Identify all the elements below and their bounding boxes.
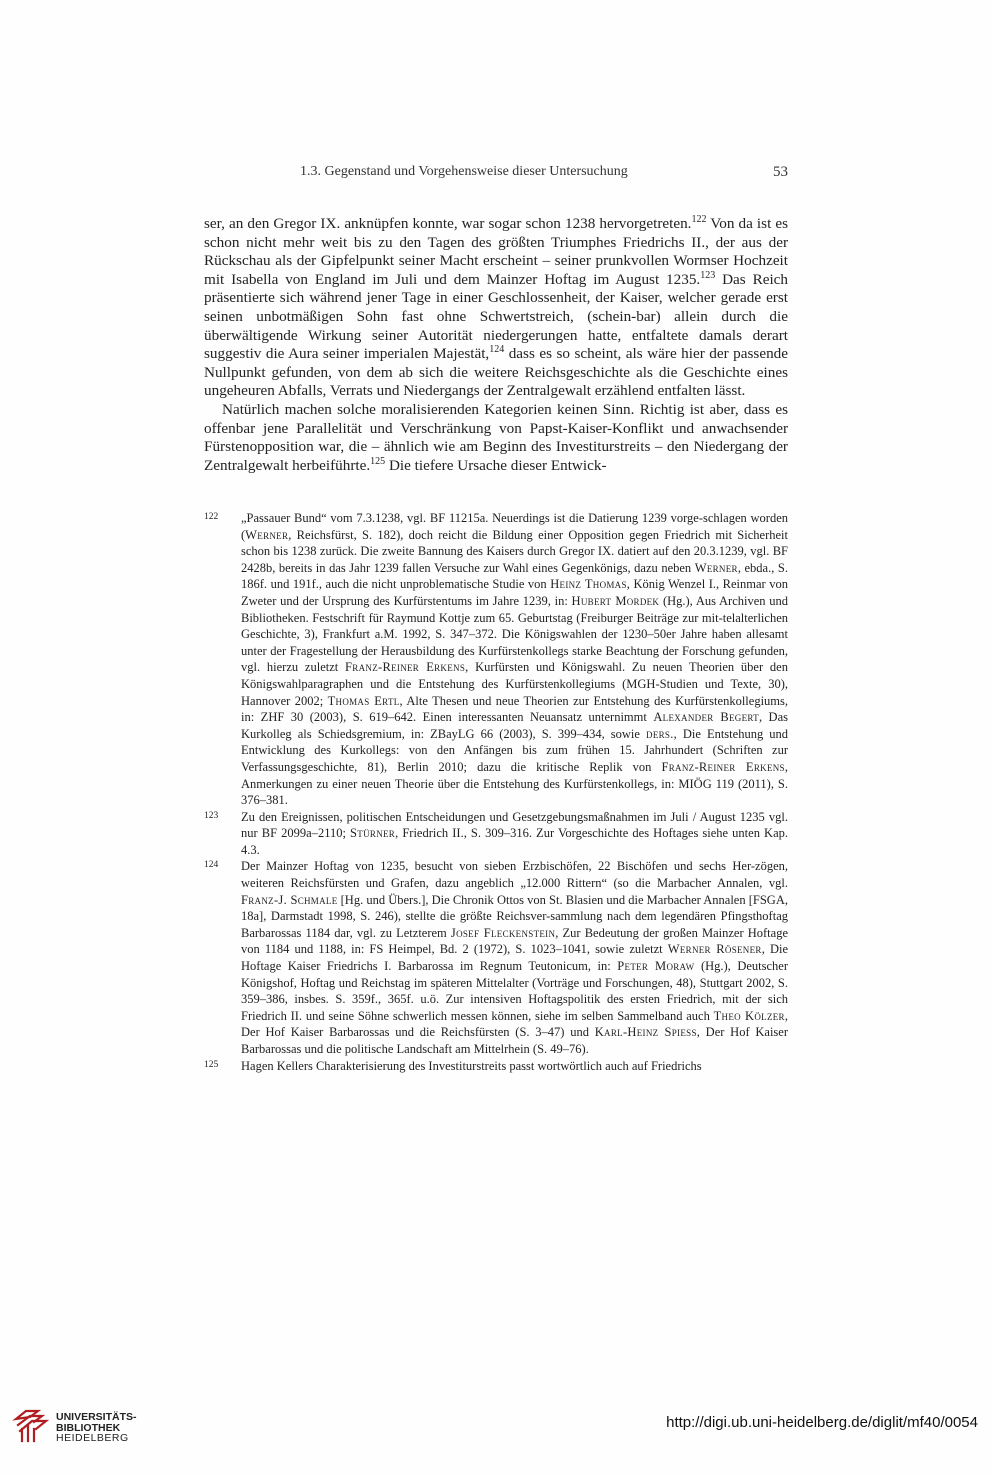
footnote-number: 123 [204, 810, 219, 821]
footnotes-section [204, 510, 788, 1074]
footnote-ref-125[interactable]: 125 [370, 455, 386, 467]
footnote-125: 125 Hagen Kellers Charakterisierung des Investiturstreits passt wortwörtlich auch auf Friedrichs [204, 1058, 702, 1073]
footnote-124: 124 Der Mainzer Hoftag von 1235, besucht von sieben Erzbischöfen, 22 Bischöfen und sechs Her-zögen, weiteren Reichsfürsten und Grafen, dazu angeblich „12.000 Rittern“ (so die Marbacher Annalen, vgl. Franz-J. Schmale [Hg. und Übers.], Die Chronik Ottos von St. Blasien und die Marbacher Annalen [FSGA, 18a], Darmstadt 1998, S. 246), stellte die größte Reichsver-sammlung nach dem legendären Pfingsthoftag Barbarossas 1184 dar, vgl. zu Letzterem Josef Fleckenstein, Zur Bedeutung der großen Mainzer Hoftage von 1184 und 1188, in: FS Heimpel, Bd. 2 (1972), S. 1023–1041, sowie zuletzt Werner Rösener, Die Hoftage Kaiser Friedrichs I. Barbarossa im Regnum Teutonicum, in: Peter Moraw (Hg.), Deutscher Königshof, Hoftag und Reichstag im späteren Mittelalter (Vorträge und Forschungen, 48), Stuttgart 2002, S. 359–386, insbes. S. 359f., 365f. u.ö. Zur intensiven Hoftagspolitik des ersten Friedrich, mit der sich Friedrich II. und seine Söhne schwerlich messen können, siehe im selben Sammelband auch Theo Kölzer, Der Hof Kaiser Barbarossas und die Reichsfürsten (S. 3–47) und Karl-Heinz Spiess, Der Hof Kaiser Barbarossas und die politische Landschaft am Mittelrhein (S. 49–76). [204, 859, 789, 1056]
paragraph-2: Natürlich machen solche moralisierenden Kategorien keinen Sinn. Richtig ist aber, dass es offenbar jene Parallelität und Verschränkung von Papst-Kaiser-Konflikt und anwachsender Fürstenopposition war, die – ähnlich wie am Beginn des Investiturstreits – den Niedergang der Zentralgewalt herbeiführte.$^{125}$ Die tiefere Ursache dieser Entwick- [204, 400, 788, 474]
running-header [204, 164, 788, 186]
permalink-url[interactable]: http://digi.ub.uni-heidelberg.de/diglit/mf40/0054 [666, 1414, 978, 1431]
footnote-ref-124[interactable]: 124 [489, 344, 505, 356]
footnote-number: 124 [204, 860, 219, 871]
library-footer [0, 1388, 992, 1474]
library-logo-icon [12, 1407, 50, 1445]
footnote-number: 125 [204, 1059, 219, 1070]
footnote-number: 122 [204, 512, 219, 522]
footnote-123: 123 Zu den Ereignissen, politischen Entscheidungen und Gesetzgebungsmaßnahmen im Juli / August 1235 vgl. nur BF 2099a–2110; Stürner, Friedrich II., S. 309–316. Zur Vorgeschichte des Hoftages siehe unten Kap. 4.3. [204, 809, 788, 857]
footnote-122: 122 „Passauer Bund“ vom 7.3.1238, vgl. BF 11215a. Neuerdings ist die Datierung 1239 vorge-schlagen worden (Werner, Reichsfürst, S. 182), doch reicht die Bildung einer Opposition gegen Friedrich mit Sicherheit schon bis 1238 zurück. Die zweite Bannung des Kaisers durch Gregor IX. datiert auf den 20.3.1239, vgl. BF 2428b, bereits in das Jahr 1239 fallen Versuche zur Wahl eines Gegenkönigs, dazu neben Werner, ebda., S. 186f. und 191f., auch die nicht unproblematische Studie von Heinz Thomas, König Wenzel I., Reinmar von Zweter und der Ursprung des Kurfürstentums im Jahre 1239, in: Hubert Mordek (Hg.), Aus Archiven und Bibliotheken. Festschrift für Raymund Kottje zum 65. Geburtstag (Freiburger Beiträge zur mit-telalterlichen Geschichte, 3), Frankfurt a.M. 1992, S. 347–372. Die Königswahlen der 1230–50er Jahre haben allesamt unter der Fragestellung der Herausbildung des Kurfürstenkollegs starke Beachtung der Forschung gefunden, vgl. hierzu zuletzt Franz-Reiner Erkens, Kurfürsten und Königswahl. Zu neuen Theorien über den Königswahlparagraphen und die Entstehung des Kurfürstenkollegiums (MGH-Studien und Texte, 30), Hannover 2002; Thomas Ertl, Alte Thesen und neue Theorien zur Entstehung des Kurfürstenkollegiums, in: ZHF 30 (2003), S. 619–642. Einen interessanten Neuansatz unternimmt Alexander Begert, Das Kurkolleg als Schiedsgremium, in: ZBayLG 66 (2003), S. 399–434, sowie ders., Die Entstehung und Entwicklung des Kurkollegs: von den Anfängen bis zum frühen 15. Jahrhundert (Schriften zur Verfassungsgeschichte, 81), Berlin 2010; dazu die kritische Replik von Franz-Reiner Erkens, Anmerkungen zu einer neuen Theorie über die Entstehung des Kurfürstenkollegs, in: MIÖG 119 (2011), S. 376–381. [204, 511, 789, 808]
main-text [204, 215, 788, 475]
footnote-ref-122[interactable]: 122 [691, 214, 707, 225]
paragraph-1: ser, an den Gregor IX. anknüpfen konnte, war sogar schon 1238 hervorgetreten.$^{122}$ Von da ist es schon nicht mehr weit bis zu den Tagen des größten Triumphes Friedrichs II., der aus der Rückschau als der Gipfelpunkt seiner Macht erscheint – seiner prunkvollen Wormser Hochzeit mit Isabella von England im Juli und dem Mainzer Hoftag im August 1235.$^{123}$ Das Reich präsentierte sich während jener Tage in einer Geschlossenheit, der Kaiser, welcher gerade erst seinen unbotmäßigen Sohn fast ohne Schwertstreich, (schein-bar) allein durch die überwältigende Wirkung seiner Autorität niedergerungen hatte, entfaltete damals derart suggestiv die Aura seiner imperialen Majestät,$^{124}$ dass es so scheint, als wäre hier der passende Nullpunkt gefunden, von dem ab sich die weitere Reichsgeschichte als die Geschichte eines ungeheuren Abfalls, Verrats und Niedergangs der Zentralgewalt erzählend entfalten lässt. [204, 214, 788, 400]
footnote-ref-123[interactable]: 123 [700, 269, 716, 281]
page-number: 53 [773, 164, 788, 180]
running-title: 1.3. Gegenstand und Vorgehensweise dieser Untersuchung [300, 164, 628, 179]
library-name: UNIVERSITÄTS- BIBLIOTHEK HEIDELBERG [56, 1411, 137, 1444]
